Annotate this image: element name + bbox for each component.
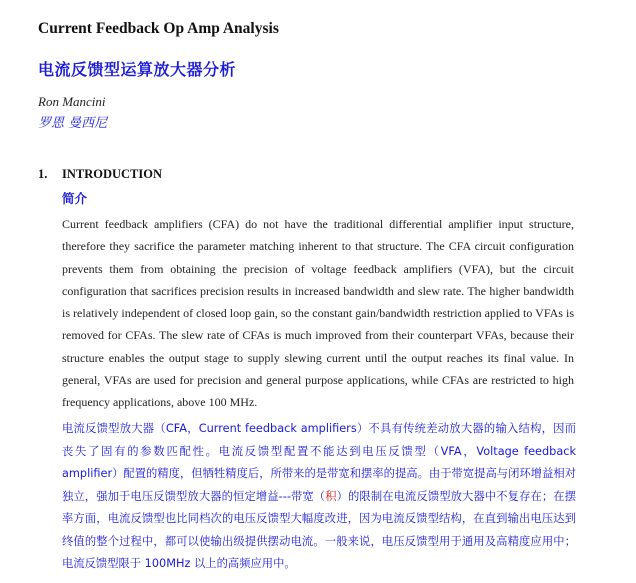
document-title-chinese: 电流反馈型运算放大器分析 <box>38 60 237 79</box>
author-name-chinese: 罗恩 曼西尼 <box>38 116 108 131</box>
introduction-paragraph-chinese <box>62 418 576 576</box>
section-title: INTRODUCTION <box>62 167 163 181</box>
paragraph-cn-text-part-1: 电流反馈型放大器（CFA，Current feedback amplifiers）不具有传统差动放大器的输入结构，因而丧失了固有的参数匹配性。电流反馈型配置不能达到电压反馈型（VFA，Voltage feedback amplifier）配置的精度，但牺牲精度后，所带来的是带宽和摆率的提高。由于带宽提高与闭环增益相对独立，强加于电压反馈型放大器的恒定增益---带宽（ <box>62 422 576 503</box>
document-title: Current Feedback Op Amp Analysis <box>38 20 279 37</box>
author-name: Ron Mancini <box>38 94 106 109</box>
section-title-chinese: 简介 <box>62 191 88 206</box>
highlighted-character: 积 <box>325 489 337 503</box>
paragraph-cn-text-part-2: ）的限制在电流反馈型放大器中不复存在；在摆率方面，电流反馈型也比同档次的电压反馈型大幅度改进，因为电流反馈型结构，在直到输出电压达到终值的整个过程中，都可以使输出级提供摆动电流。一般来说，电压反馈型用于通用及高精度应用中；电流反馈型限于 100MHz 以上的高频应用中。 <box>62 489 576 570</box>
section-number: 1. <box>38 167 48 181</box>
introduction-paragraph-english: Current feedback amplifiers (CFA) do not have the traditional differential amplifier input structure, therefore they sacrifice the parameter matching inherent to that structure. The CFA circuit configuration prevents them from obtaining the precision of voltage feedback amplifiers (VFA), but the circuit configuration that sacrifices precision results in increased bandwidth and slew rate. The higher bandwidth is relatively independent of closed loop gain, so the constant gain/bandwidth restriction applied to VFAs is removed for CFAs. The slew rate of CFAs is much improved from their counterpart VFAs, because their structure enables the output stage to supply slewing current until the output reaches its final value. In general, VFAs are used for precision and general purpose applications, while CFAs are restricted to high frequency applications, above 100 MHz. <box>62 217 574 410</box>
